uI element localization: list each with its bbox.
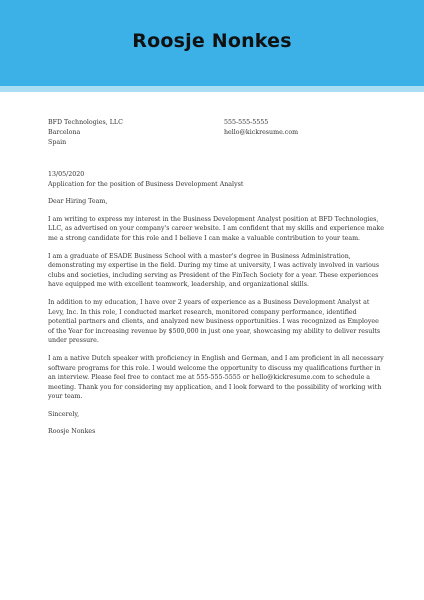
letter-paragraph: In addition to my education, I have over 2 years of experience as a Business Development Analyst at Levy, Inc. In this role, I conducted market research, monitored company performance, identified potential partners and clients, and analyzed new business opportunities. I was recognized as Employee of the Year for increasing revenue by $500,000 in just one year, showcasing my ability to deliver results under pressure. xyxy=(48,298,381,345)
contact-info xyxy=(224,118,298,138)
recipient-country: Spain xyxy=(48,139,67,146)
letter-salutation: Dear Hiring Team, xyxy=(48,198,108,206)
applicant-name: Roosje Nonkes xyxy=(132,30,292,52)
letter-paragraph: I am a graduate of ESADE Business School with a master's degree in Business Administration, demonstrating my expertise in the field. During my time at university, I was actively involved in various clubs and societies, including serving as President of the FinTech Society for a year. These experiences have equipped me with excellent teamwork, leadership, and organizational skills. xyxy=(48,252,380,289)
letter-paragraph: I am writing to express my interest in the Business Development Analyst position at BFD Technologies, LLC, as advertised on your company's career website. I am confident that my skills and experience make me a strong candidate for this role and I believe I can make a valuable contribution to your team. xyxy=(48,215,384,242)
letter-paragraph: I am a native Dutch speaker with proficiency in English and German, and I am proficient in all necessary software programs for this role. I would welcome the opportunity to discuss my qualifications further in an interview. Please feel free to contact me at 555-555-5555 or hello@kickresume.com to schedule a meeting. Thank you for considering my application, and I look forward to the possibility of working with your team. xyxy=(48,354,384,401)
contact-phone: 555-555-5555 xyxy=(224,119,269,126)
letter-closing: Sincerely, xyxy=(48,410,80,418)
letter-subject: Application for the position of Business Development Analyst xyxy=(48,180,244,188)
letter-signature: Roosje Nonkes xyxy=(48,428,96,436)
letter-body xyxy=(48,170,384,445)
recipient-city: Barcelona xyxy=(48,129,81,136)
contact-email: hello@kickresume.com xyxy=(224,129,299,136)
recipient-address xyxy=(48,118,123,148)
recipient-company: BFD Technologies, LLC xyxy=(48,119,123,126)
header-stripe xyxy=(0,86,424,92)
letter-date: 13/05/2020 xyxy=(48,171,85,178)
